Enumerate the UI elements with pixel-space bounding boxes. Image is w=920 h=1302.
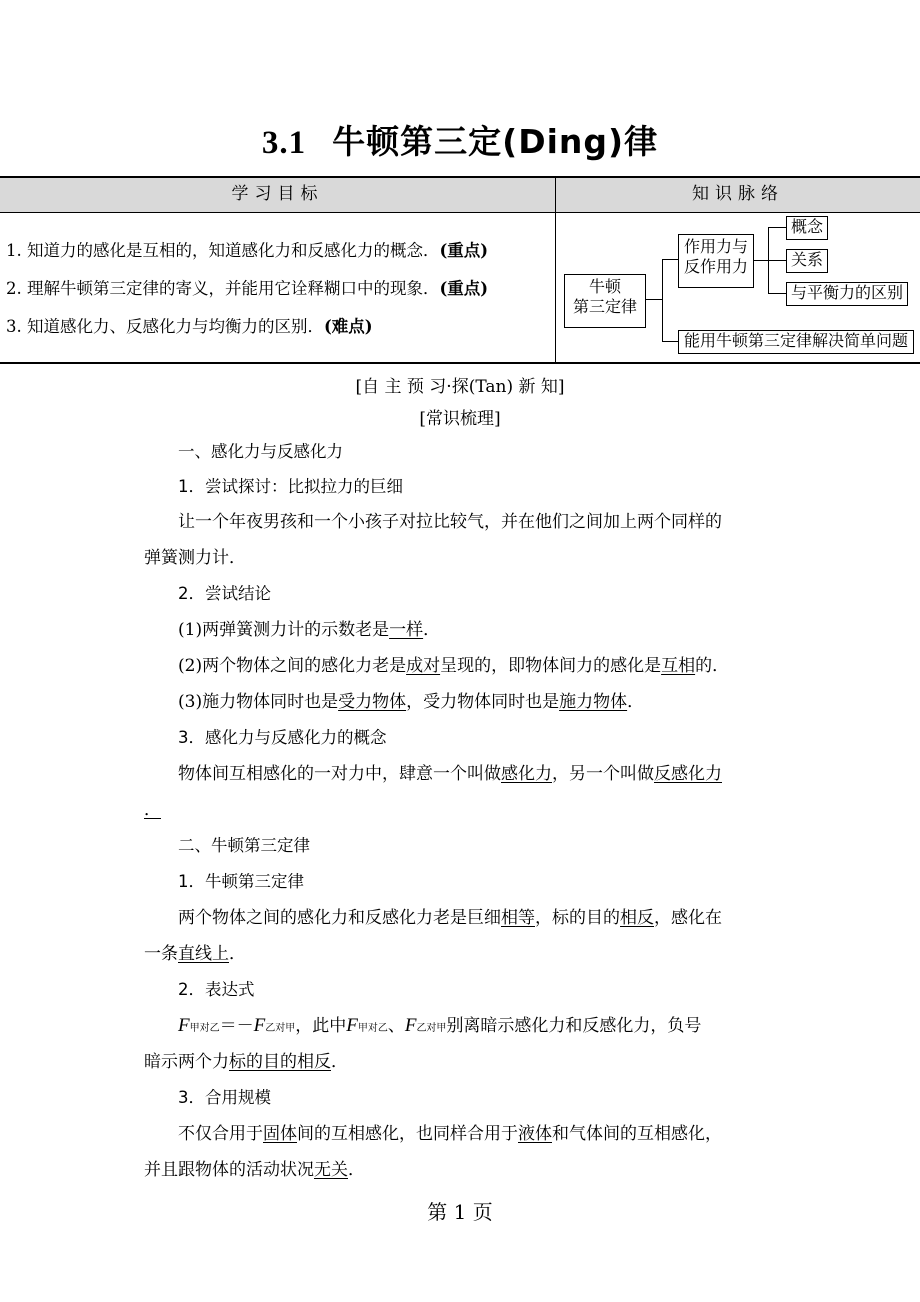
paragraph: 弹簧测力计． — [144, 548, 246, 568]
knowledge-header: 知识脉络 — [556, 176, 920, 213]
subsection-heading: 1．尝试探讨：比拟拉力的巨细 — [178, 477, 403, 496]
conclusion-3: (3)施力物体同时也是受力物体，受力物体同时也是施力物体． — [178, 692, 645, 712]
paragraph: 让一个年夜男孩和一个小孩子对拉比较气，并在他们之间加上两个同样的 — [178, 512, 722, 532]
conclusion-1: (1)两弹簧测力计的示数老是一样． — [178, 620, 441, 640]
preview-header: [自 主 预 习·探(Tan) 新 知] — [355, 377, 565, 397]
subsection-heading: 3．合用规模 — [178, 1088, 271, 1107]
subsection-heading: 1．牛顿第三定律 — [178, 872, 304, 891]
subsection-heading: 2．表达式 — [178, 980, 255, 999]
subsection-heading: 2．尝试结论 — [178, 584, 271, 603]
page-footer: 第 1 页 — [427, 1200, 493, 1224]
formula-line: F甲对乙＝－F乙对甲，此中F甲对乙、F乙对甲别离暗示感化力和反感化力，负号 — [178, 1015, 702, 1036]
mindmap-leaf: 能用牛顿第三定律解决简单问题 — [678, 330, 914, 354]
objective-item: 1. 知道力的感化是互相的，知道感化力和反感化力的概念．(重点) — [6, 241, 489, 260]
paragraph: 一条直线上． — [144, 944, 246, 964]
objective-item: 3. 知道感化力、反感化力与均衡力的区别．(难点) — [6, 317, 373, 336]
conclusion-2: (2)两个物体之间的感化力老是成对呈现的，即物体间力的感化是互相的． — [178, 656, 730, 676]
paragraph: 不仅合用于固体间的互相感化，也同样合用于液体和气体间的互相感化， — [178, 1124, 722, 1144]
title-text: 牛顿第三定(Ding)律 — [332, 122, 659, 161]
mindmap-root: 牛顿 第三定律 — [564, 274, 646, 328]
mindmap-leaf: 与平衡力的区别 — [786, 282, 908, 306]
mindmap-leaf: 关系 — [786, 249, 828, 273]
sub-header: [常识梳理] — [419, 409, 501, 429]
section-number: 3.1 — [261, 125, 307, 161]
subsection-heading: 3．感化力与反感化力的概念 — [178, 728, 387, 747]
objectives-list — [6, 232, 488, 346]
objective-item: 2. 理解牛顿第三定律的寄义，并能用它诠释糊口中的现象．(重点) — [6, 279, 489, 298]
objectives-header: 学习目标 — [0, 176, 555, 213]
section-heading: 二、牛顿第三定律 — [178, 836, 310, 855]
section-heading: 一、感化力与反感化力 — [178, 442, 343, 461]
paragraph: ． — [144, 800, 161, 820]
paragraph: 并且跟物体的活动状况无关． — [144, 1160, 365, 1180]
mindmap-branch: 作用力与 反作用力 — [678, 234, 754, 288]
page-title — [0, 116, 920, 163]
paragraph: 物体间互相感化的一对力中，肆意一个叫做感化力，另一个叫做反感化力 — [178, 764, 722, 784]
paragraph: 两个物体之间的感化力和反感化力老是巨细相等，标的目的相反，感化在 — [178, 908, 722, 928]
paragraph: 暗示两个力标的目的相反． — [144, 1052, 348, 1072]
mindmap-leaf: 概念 — [786, 216, 828, 240]
